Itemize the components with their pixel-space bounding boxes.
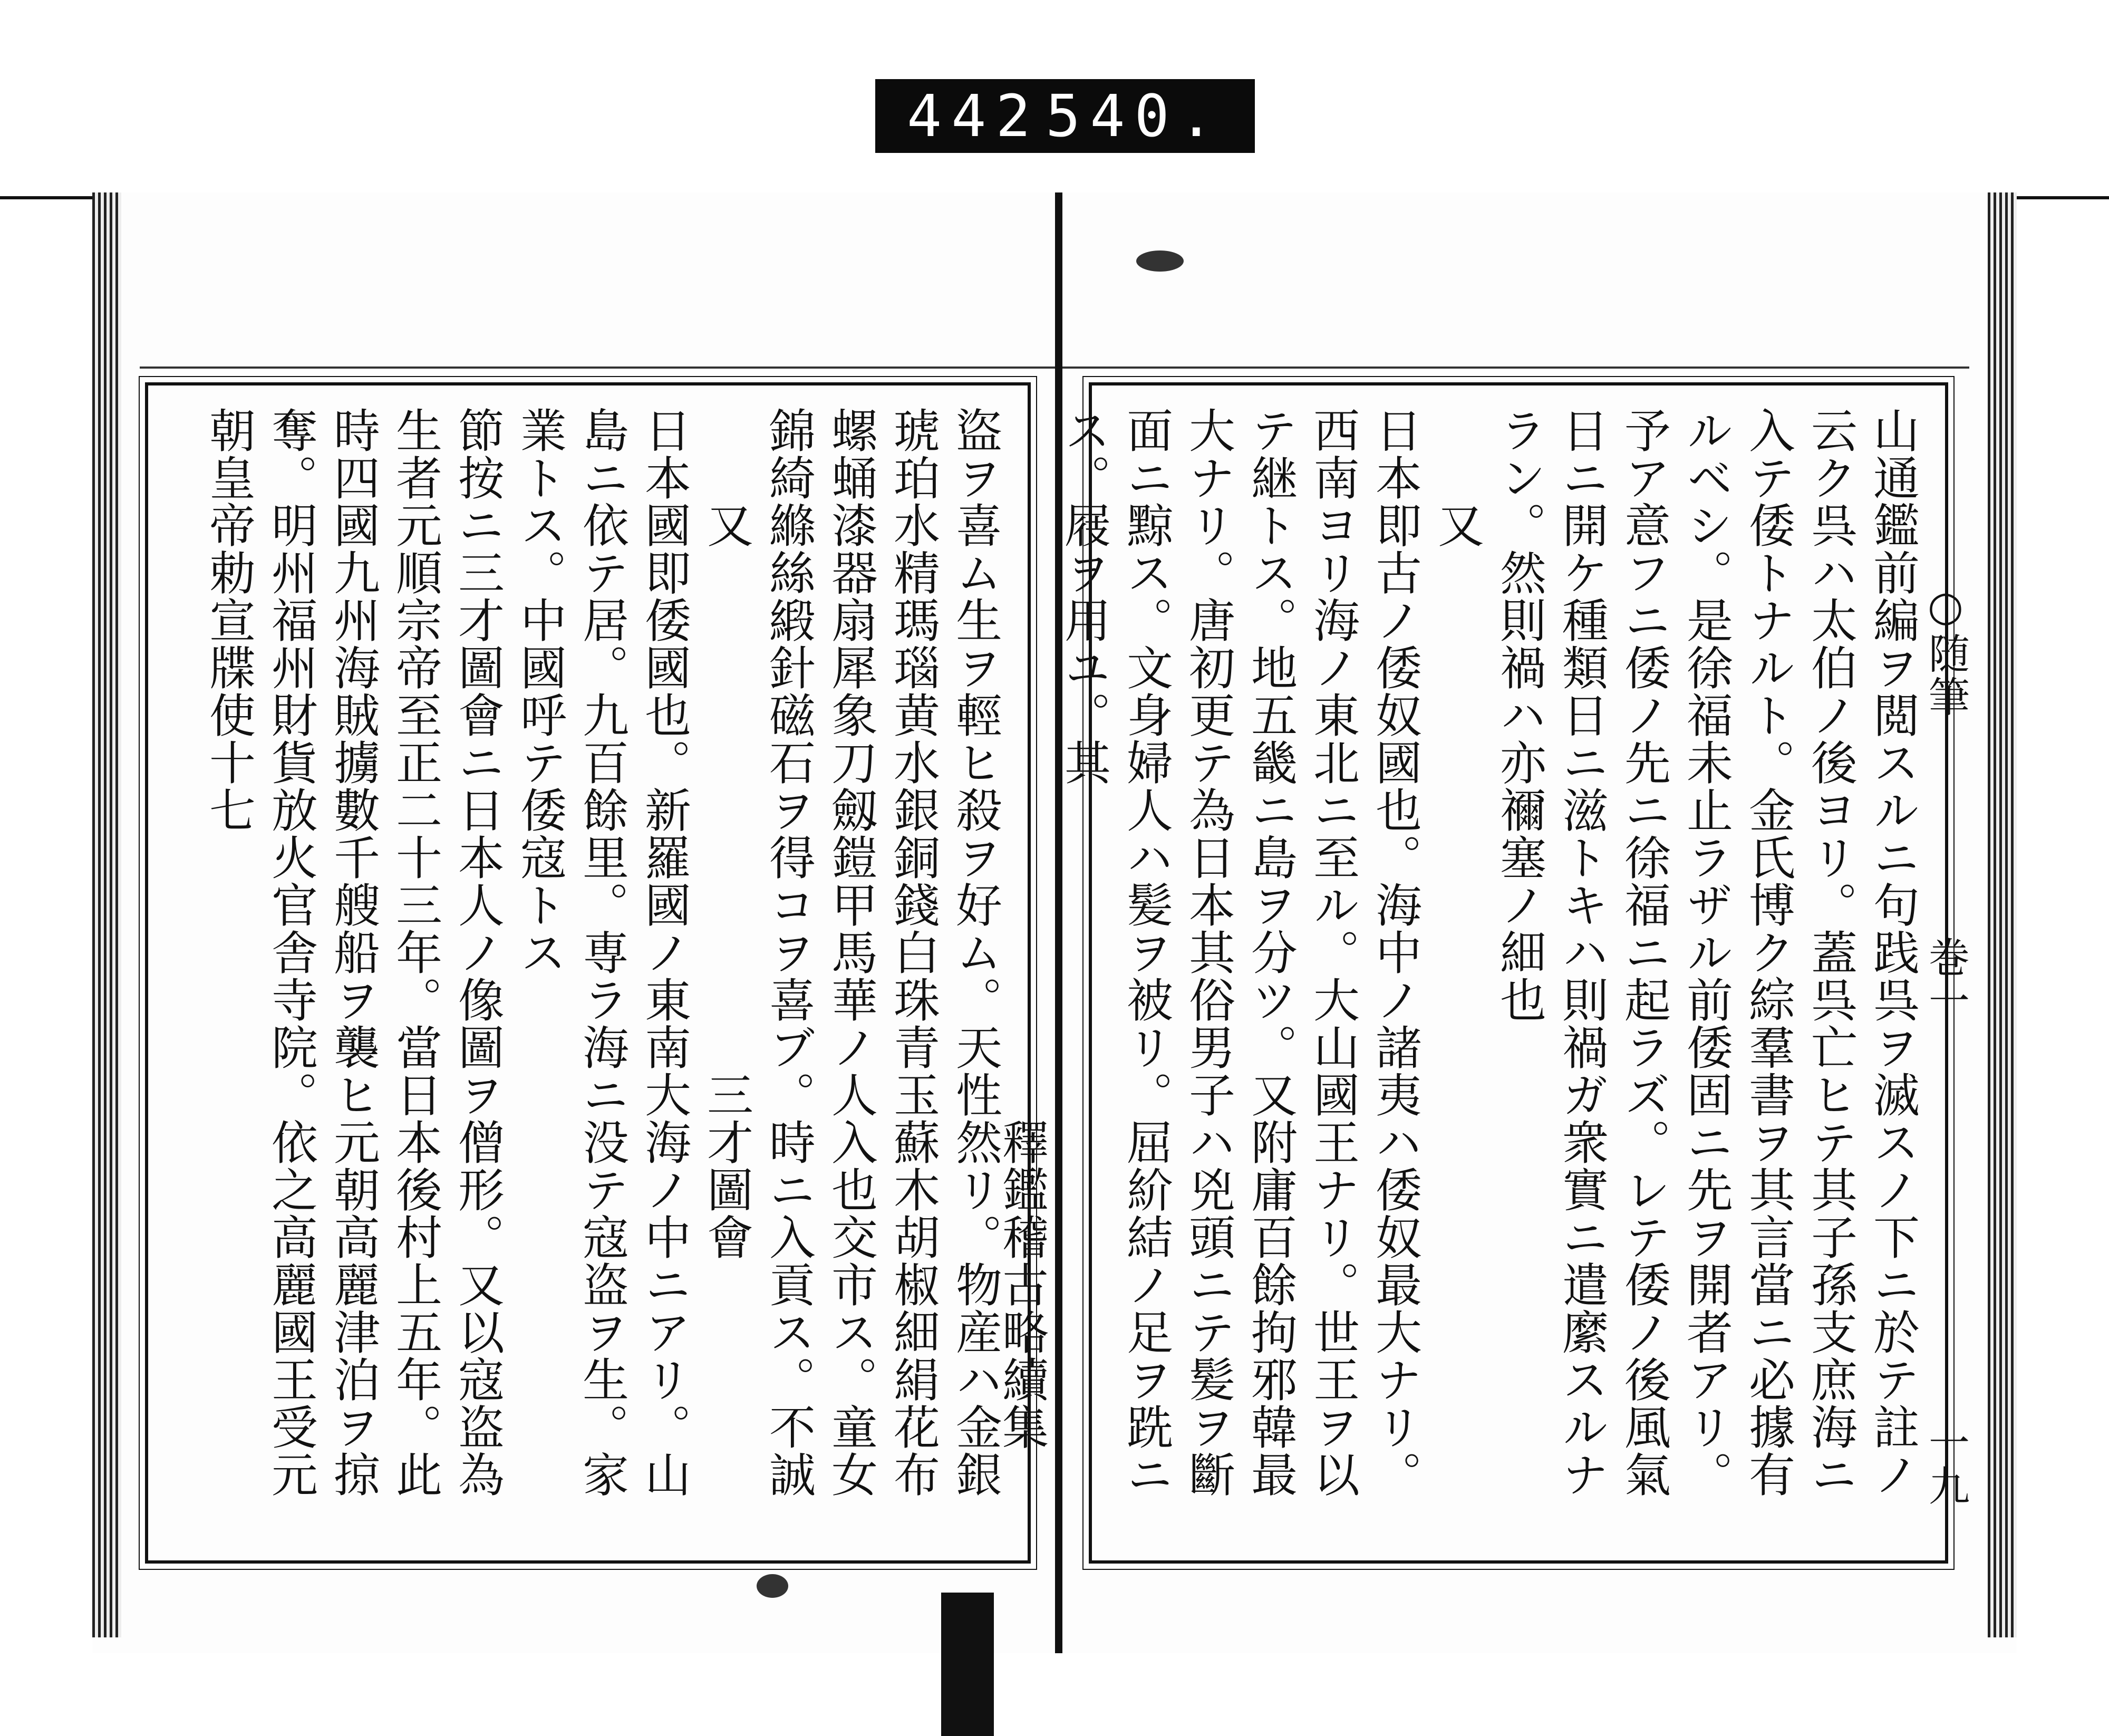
catalogue-number-left: 442 <box>907 82 1040 150</box>
ink-stain <box>1136 250 1184 272</box>
catalogue-number-right: 540. <box>1046 82 1223 150</box>
margin-book-title: ○随筆 <box>1922 583 1969 719</box>
left-page-text: 盜ヲ喜ム生ヲ輕ヒ殺ヲ好ム。天性然リ。物産ハ金銀琥珀水精瑪瑙黄水銀銅錢白珠青玉蘇木胡椒細絹花布螺蛹漆器扇犀象刀劔鎧甲馬華ノ人入也交市ス。童女錦綺縧絲緞針磁石ヲ得コヲ喜ブ。時ニ入貢ス。不誠 又 三才圖會 日本國即倭國也。新羅國ノ東南大海ノ中ニアリ。山島ニ依テ居。九百餘里。専ラ海ニ没テ寇盗ヲ生。家業トス。中國呼テ倭寇トス 節按ニ三才圖會ニ日本人ノ像圖ヲ僧形。又以寇盗為生者元順宗帝至正二十三年。當日本後村上五年。此時四國九州海賊擄數千艘船ヲ襲ヒ元朝高麗津泊ヲ掠奪。明州福州財貨放火官舎寺院。依之高麗國王受元朝皇帝勅宣牒使十七 <box>202 407 1003 1498</box>
right-page-edges <box>1988 192 2017 1637</box>
margin-page-number: 一九 <box>1922 1421 1969 1508</box>
upper-margin-line <box>140 367 1969 369</box>
left-page <box>145 382 1031 1564</box>
margin-volume: 巻一 <box>1922 936 1969 1023</box>
spine-shadow <box>941 1593 994 1736</box>
left-page-edges <box>92 192 121 1637</box>
right-page <box>995 382 1948 1564</box>
catalogue-number-label <box>875 79 1255 153</box>
ink-stain <box>757 1574 788 1598</box>
right-page-text: 山通鑑前編ヲ閲スルニ句践呉ヲ滅スノ下ニ於テ註ノ云ク呉ハ太伯ノ後ヨリ。蓋呉亡ヒテ其子孫支庶海ニ入テ倭トナルト。金氏博ク綜羣書ヲ其言當ニ必據有ルベシ。是徐福未止ラザル前倭固ニ先ヲ開者アリ。予ア意フニ倭ノ先ニ徐福ニ起ラズ。レテ倭ノ後風氣日ニ開ケ種類日ニ滋トキハ則禍ガ衆實ニ遣縻スルナラン。然則禍ハ亦禰塞ノ細也 又 日本即古ノ倭奴國也。海中ノ諸夷ハ倭奴最大ナリ。西南ヨリ海ノ東北ニ至ル。大山國王ナリ。世王ヲ以テ継トス。地五畿ニ島ヲ分ツ。又附庸百餘拘邪韓最大ナリ。唐初更テ為日本其俗男子ハ兇頭ニテ髪ヲ斷面ニ黥ス。文身婦人ハ髪ヲ被リ。屈紒結ノ足ヲ跣ニス。屐ヲ用ユ。其 釋鑑稽古略續集 <box>995 407 1920 1498</box>
open-book <box>92 192 2017 1653</box>
